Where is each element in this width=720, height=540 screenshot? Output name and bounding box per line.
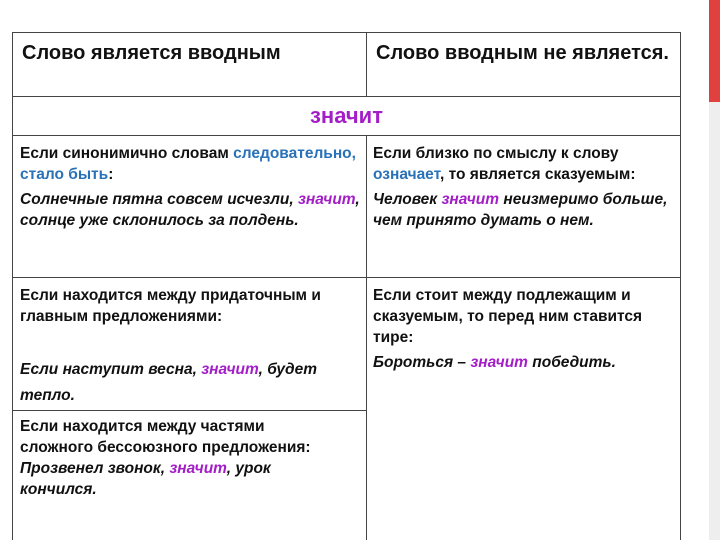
header-divider: [366, 32, 367, 96]
row2-left-keyword: значит: [201, 361, 259, 378]
header-left-text: Слово является вводным: [22, 42, 281, 64]
row1-bottom-line: [12, 277, 681, 278]
row2-right-cell: [373, 285, 677, 373]
row2-left-example-a: Если наступит весна,: [20, 361, 202, 378]
row1-left-example: [20, 189, 362, 231]
row2-right-keyword: значит: [470, 354, 528, 371]
row3-left-keyword: значит: [169, 460, 227, 477]
header-right: [376, 40, 676, 66]
row2-right-rule: Если стоит между подлежащим и сказуемым, то перед ним ставится тире:: [373, 287, 643, 346]
accent-bar: [709, 0, 720, 102]
row1-left-example-a: Солнечные пятна совсем исчезли,: [20, 191, 298, 208]
header-right-text: Слово вводным не является.: [376, 42, 669, 64]
row3-left-example-a: Прозвенел звонок,: [20, 460, 170, 477]
row1-left-example-b: , солнце уже склонилось за полдень.: [20, 191, 360, 229]
row1-right-example-b: неизмеримо больше, чем принято думать о нем.: [373, 191, 668, 229]
row3-left-cell: [20, 416, 320, 500]
row2-right-example-a: Бороться –: [373, 354, 471, 371]
row1-left-colon: :: [108, 166, 114, 183]
row1-right-lead-b: , то является сказуемым:: [440, 166, 636, 183]
row1-left-cell: [20, 143, 362, 231]
row2-left-bottom-line: [12, 410, 367, 411]
row1-right-lead: Если близко по смыслу к слову: [373, 145, 619, 162]
row3-left-rule: Если находится между частями сложного бессоюзного предложения:: [20, 418, 311, 456]
table-border-top: [12, 32, 681, 33]
middle-word-text: значит: [310, 103, 383, 128]
row1-left-keyword: значит: [298, 191, 356, 208]
row1-right-example: [373, 189, 673, 231]
row1-right-example-a: Человек: [373, 191, 442, 208]
header-left: [22, 40, 362, 66]
row1-right-cell: [373, 143, 673, 231]
row3-left-example: [20, 458, 320, 500]
row2-left-example-b: , будет тепло.: [20, 361, 318, 404]
row1-right-keyword: значит: [441, 191, 500, 208]
row1-left-rule: [20, 143, 362, 185]
row2-right-example-b: победить.: [527, 354, 616, 371]
middle-row-bottom-line: [12, 135, 681, 136]
row2-left-rule: Если находится между придаточным и главным предложениями:: [20, 287, 321, 325]
accent-bar-light: [709, 102, 720, 540]
row1-right-synonym: означает: [373, 166, 441, 183]
row2-left-example: [20, 357, 320, 409]
row1-left-synonyms: следовательно, стало быть: [20, 145, 356, 183]
row1-left-lead: Если синонимично словам: [20, 145, 234, 162]
table-border-right: [680, 32, 681, 540]
row3-left-example-b: , урок кончился.: [20, 460, 271, 498]
body-divider: [366, 135, 367, 540]
row1-right-rule: [373, 143, 673, 185]
middle-word: [13, 103, 680, 129]
row2-left-cell: [20, 285, 364, 409]
row2-right-example: [373, 352, 677, 373]
header-bottom-line: [12, 96, 681, 97]
